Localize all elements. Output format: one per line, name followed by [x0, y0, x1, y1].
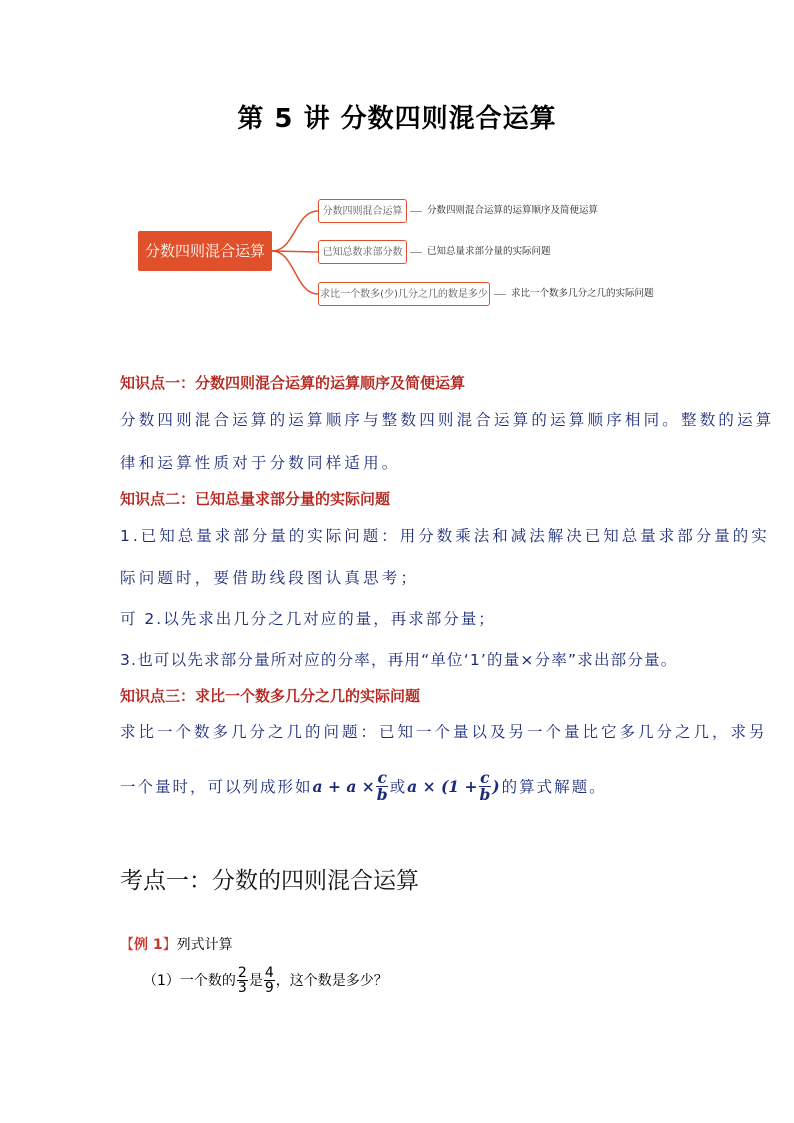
knowledge-point-2-line-2: 际问题时，要借助线段图认真思考；: [120, 569, 420, 587]
knowledge-point-3-line-1: 求比一个数多几分之几的问题：已知一个量以及另一个量比它多几分之几，求另: [120, 723, 768, 741]
formula-1: a + a ×: [312, 776, 375, 796]
knowledge-point-2-line-3: 可 2.以先求出几分之几对应的量，再求部分量；: [120, 610, 496, 628]
mind-map-connectors: [0, 0, 794, 330]
fraction-c-over-b: [478, 770, 491, 802]
mind-map-branch-2: 已知总数求部分数: [318, 240, 407, 264]
dash: [494, 294, 506, 295]
formula-or: 或: [389, 778, 408, 796]
dash: [410, 252, 422, 253]
mind-map-leaf-1: 分数四则混合运算的运算顺序及简便运算: [427, 205, 599, 216]
formula-outro: 的算式解题。: [501, 778, 607, 796]
fraction-denominator: b: [479, 784, 491, 804]
knowledge-point-1-line-2: 律和运算性质对于分数同样适用。: [120, 454, 401, 472]
question-text-c: ，这个数是多少？: [275, 973, 388, 989]
fraction-denominator: 3: [237, 979, 247, 996]
knowledge-point-3-heading: 知识点三：求比一个数多几分之几的实际问题: [120, 687, 421, 705]
knowledge-point-2-line-4: 3.也可以先求部分量所对应的分率，再用“单位‘1’的量×分率”求出部分量。: [120, 651, 678, 669]
bracket-open: 【: [120, 937, 134, 953]
example-question-1: [143, 962, 388, 998]
example-instruction: 列式计算: [176, 937, 233, 953]
knowledge-point-2-line-1: 1.已知总量求部分量的实际问题：用分数乘法和减法解决已知总量求部分量的实: [120, 527, 770, 545]
fraction-c-over-b: [376, 770, 389, 802]
mind-map-leaf-3: 求比一个数多几分之几的实际问题: [511, 288, 654, 299]
fraction-denominator: 9: [264, 979, 274, 996]
bracket-close: 】: [162, 937, 177, 953]
knowledge-point-2-heading: 知识点二：已知总量求部分量的实际问题: [120, 490, 391, 508]
fraction-denominator: b: [376, 784, 388, 804]
formula-2: a × (1 +: [407, 776, 478, 796]
fraction-four-ninths: [264, 966, 275, 995]
mind-map-branch-3: 求比一个数多(少)几分之几的数是多少: [318, 282, 490, 306]
example-number: 例 1: [134, 937, 163, 953]
fraction-numerator: c: [377, 768, 387, 787]
dash: [410, 211, 422, 212]
formula-intro: 一个量时，可以列成形如: [120, 778, 313, 796]
mind-map-branch-1: 分数四则混合运算: [318, 199, 407, 223]
knowledge-point-1-line-1: 分数四则混合运算的运算顺序与整数四则混合运算的运算顺序相同。整数的运算: [120, 411, 775, 429]
knowledge-point-1-heading: 知识点一：分数四则混合运算的运算顺序及简便运算: [120, 374, 466, 392]
knowledge-point-3-line-2: [120, 764, 607, 808]
mind-map-root: 分数四则混合运算: [138, 231, 272, 271]
page-title: 第 5 讲 分数四则混合运算: [237, 104, 557, 134]
question-text-b: 是: [248, 973, 263, 989]
formula-2-close: ): [492, 776, 502, 796]
fraction-numerator: 2: [237, 964, 247, 981]
fraction-numerator: c: [480, 768, 490, 787]
exam-point-heading: 考点一：分数的四则混合运算: [120, 868, 419, 894]
question-text-a: （1）一个数的: [143, 973, 236, 989]
example-label: [120, 934, 233, 954]
fraction-numerator: 4: [264, 964, 274, 981]
fraction-two-thirds: [237, 966, 248, 995]
mind-map-leaf-2: 已知总量求部分量的实际问题: [427, 246, 551, 257]
